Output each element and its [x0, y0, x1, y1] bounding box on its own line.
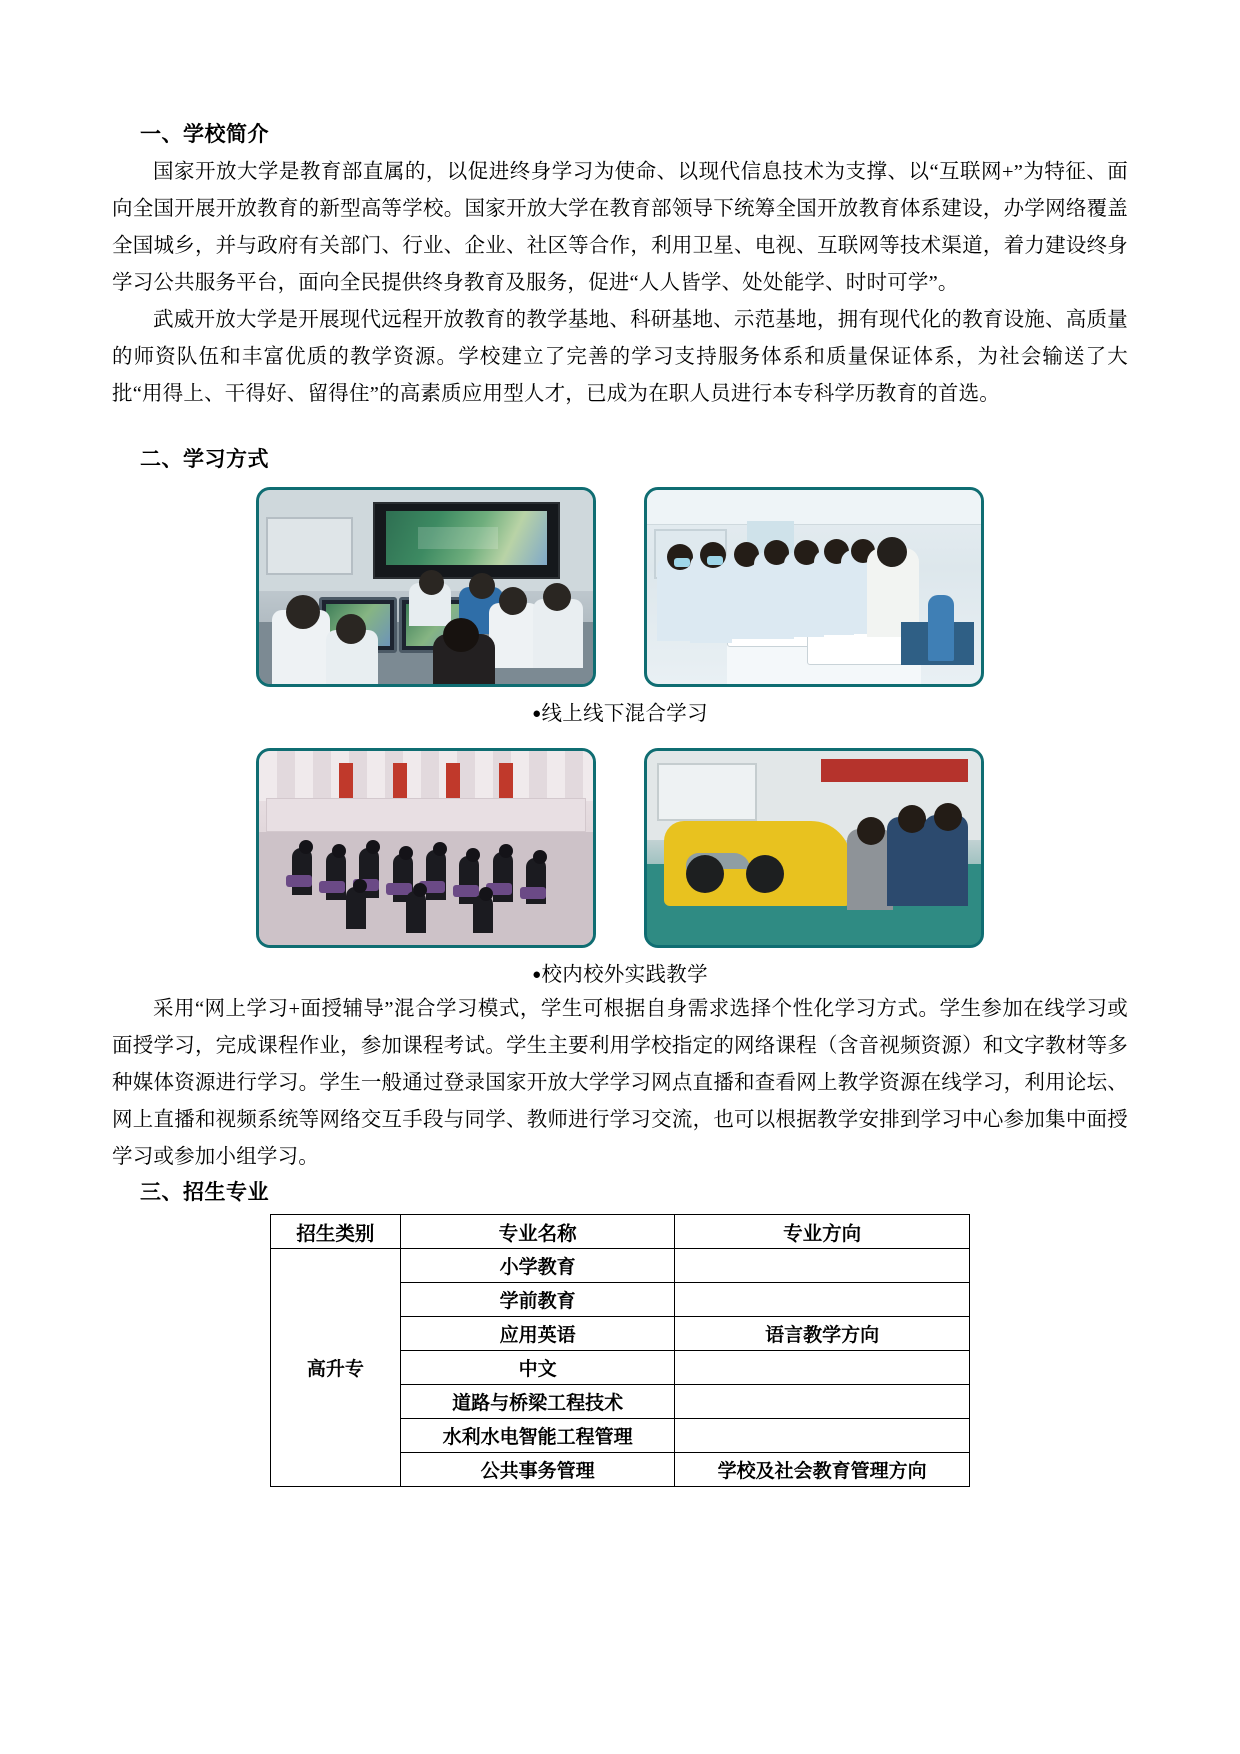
section-2-title: 二、学习方式 [140, 448, 269, 471]
section-3-title: 三、招生专业 [140, 1181, 269, 1204]
cell-major-name: 应用英语 [400, 1317, 675, 1351]
cell-major-direction [675, 1351, 970, 1385]
header-major-direction: 专业方向 [675, 1215, 970, 1249]
majors-table [270, 1214, 970, 1487]
photo-nursing-ward [644, 487, 984, 687]
cell-major-direction: 学校及社会教育管理方向 [675, 1453, 970, 1487]
photo-caption-1 [112, 696, 1128, 726]
bullet-dot-2: ● [532, 967, 542, 983]
cell-category: 高升专 [271, 1249, 401, 1487]
photo-caption-2 [112, 957, 1128, 987]
section-1-paragraph-2: 武威开放大学是开展现代远程开放教育的教学基地、科研基地、示范基地，拥有现代化的教育设施、高质量的师资队伍和丰富优质的教学资源。学校建立了完善的学习支持服务体系和质量保证体系，为社会输送了大批“用得上、干得好、留得住”的高素质应用型人才，已成为在职人员进行本专科学历教育的首选。 [112, 309, 1128, 405]
photo-row-practice [112, 748, 1128, 948]
photo-row-online-offline [112, 487, 1128, 687]
cell-major-name: 公共事务管理 [400, 1453, 675, 1487]
bullet-dot: ● [532, 706, 542, 722]
cell-major-direction [675, 1249, 970, 1283]
photo-auto-workshop [644, 748, 984, 948]
cell-major-name: 水利水电智能工程管理 [400, 1419, 675, 1453]
header-category: 招生类别 [271, 1215, 401, 1249]
section-study-mode [112, 443, 1128, 1176]
section-1-title: 一、学校简介 [140, 123, 269, 146]
photo-caption-1-text: 线上线下混合学习 [541, 703, 708, 725]
cell-major-direction: 语言教学方向 [675, 1317, 970, 1351]
photo-caption-2-text: 校内校外实践教学 [541, 964, 708, 986]
cell-major-name: 学前教育 [400, 1283, 675, 1317]
table-header-row [271, 1215, 970, 1249]
photo-dance-hall [256, 748, 596, 948]
cell-major-name: 道路与桥梁工程技术 [400, 1385, 675, 1419]
section-1-paragraph-1: 国家开放大学是教育部直属的，以促进终身学习为使命、以现代信息技术为支撑、以“互联网+”为特征、面向全国开展开放教育的新型高等学校。国家开放大学在教育部领导下统筹全国开放教育体系建设，办学网络覆盖全国城乡，并与政府有关部门、行业、企业、社区等合作，利用卫星、电视、互联网等技术渠道，着力建设终身学习公共服务平台，面向全民提供终身教育及服务，促进“人人皆学、处处能学、时时可学”。 [112, 161, 1128, 294]
section-2-paragraph: 采用“网上学习+面授辅导”混合学习模式，学生可根据自身需求选择个性化学习方式。学生参加在线学习或面授学习，完成课程作业，参加课程考试。学生主要利用学校指定的网络课程（含音视频资源）和文字教材等多种媒体资源进行学习。学生一般通过登录国家开放大学学习网点直播和查看网上教学资源在线学习，利用论坛、网上直播和视频系统等网络交互手段与同学、教师进行学习交流，也可以根据教学安排到学习中心参加集中面授学习或参加小组学习。 [112, 998, 1128, 1168]
section-school-intro [112, 118, 1128, 413]
section-majors [112, 1176, 1128, 1487]
cell-major-direction [675, 1419, 970, 1453]
photo-computer-classroom [256, 487, 596, 687]
cell-major-name: 中文 [400, 1351, 675, 1385]
cell-major-name: 小学教育 [400, 1249, 675, 1283]
cell-major-direction [675, 1283, 970, 1317]
header-major-name: 专业名称 [400, 1215, 675, 1249]
table-row [271, 1249, 970, 1283]
cell-major-direction [675, 1385, 970, 1419]
